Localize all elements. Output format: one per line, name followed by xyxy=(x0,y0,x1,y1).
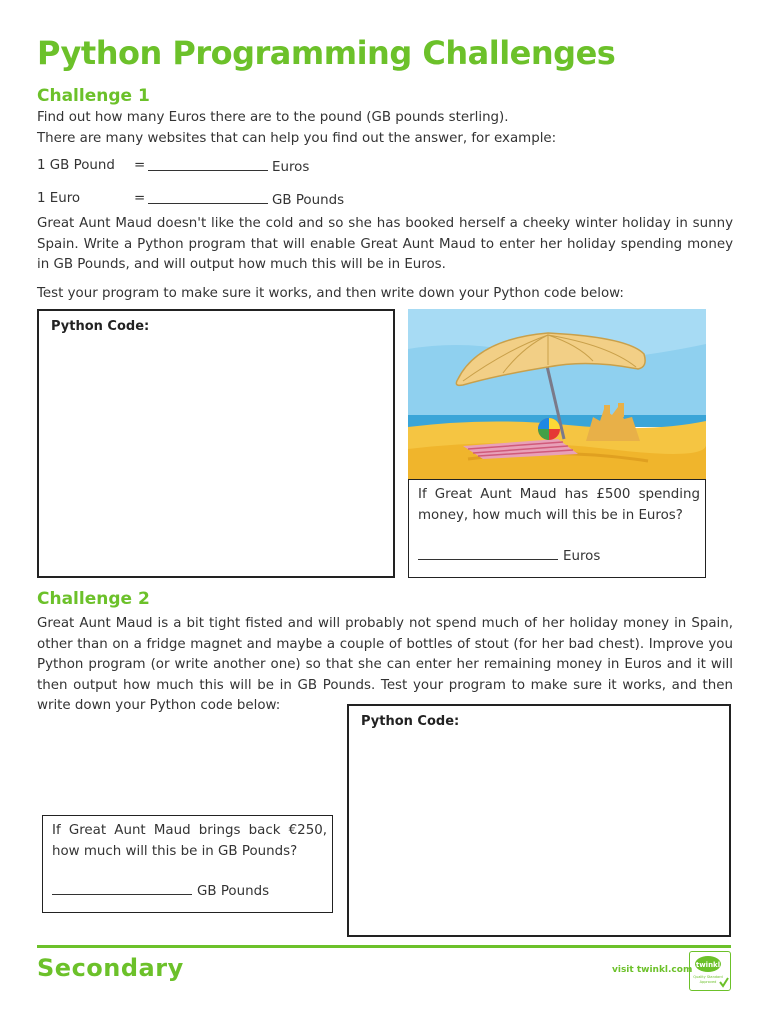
question-box-1 xyxy=(408,479,706,578)
twinkl-logo-icon xyxy=(690,952,730,990)
code-box-1[interactable] xyxy=(37,309,395,578)
svg-text:Quality Standard: Quality Standard xyxy=(693,975,723,979)
footer-divider xyxy=(37,945,731,948)
code-label: Python Code: xyxy=(361,714,460,729)
beach-illustration xyxy=(408,309,706,479)
answer-blank[interactable] xyxy=(52,882,192,895)
question-2-answer xyxy=(52,882,269,899)
question-2-text: If Great Aunt Maud brings back €250, how much will this be in GB Pounds? xyxy=(52,823,327,859)
challenge-1-intro-line2: There are many websites that can help you find out the answer, for example: xyxy=(37,131,557,146)
footer-brand: Secondary xyxy=(37,954,184,982)
answer-blank[interactable] xyxy=(148,158,268,171)
row-euro-equals: = xyxy=(134,191,146,206)
page-title: Python Programming Challenges xyxy=(37,34,616,72)
challenge-1-intro-line1: Find out how many Euros there are to the pound (GB pounds sterling). xyxy=(37,110,509,125)
challenge-1-test-line: Test your program to make sure it works, and then write down your Python code below: xyxy=(37,286,624,301)
quality-badge-icon xyxy=(689,951,731,991)
question-1-text: If Great Aunt Maud has £500 spending money, how much will this be in Euros? xyxy=(418,487,700,523)
row-pound-label: 1 GB Pound xyxy=(37,158,115,173)
challenge-2-heading: Challenge 2 xyxy=(37,589,150,609)
challenge-1-paragraph: Great Aunt Maud doesn't like the cold and so she has booked herself a cheeky winter holiday in sunny Spain. Write a Python program that will enable Great Aunt Maud to enter her holiday spending money in GB Pounds, and will output how much this will be in Euros. xyxy=(37,216,733,273)
row-euro-label: 1 Euro xyxy=(37,191,81,206)
answer-blank[interactable] xyxy=(148,191,268,204)
question-box-2 xyxy=(42,815,333,913)
answer-blank[interactable] xyxy=(418,547,558,560)
row-pound-unit: Euros xyxy=(272,160,310,175)
question-1-answer xyxy=(418,547,600,564)
beach-umbrella-image xyxy=(408,309,706,479)
question-2-unit: GB Pounds xyxy=(197,884,270,899)
challenge-1-heading: Challenge 1 xyxy=(37,86,150,106)
svg-text:twinkl: twinkl xyxy=(695,961,721,969)
code-box-2[interactable] xyxy=(347,704,731,937)
challenge-2-paragraph: Great Aunt Maud is a bit tight fisted and will probably not spend much of her holiday money in Spain, other than on a fridge magnet and maybe a couple of bottles of stout (for her bad chest). Improve you Python program (or write another one) so that she can enter her remaining money in Euros and it will then output how much this will be in GB Pounds. Test your program to make sure it works, and then write down your Python code below: xyxy=(37,616,733,714)
row-pound-equals: = xyxy=(134,158,146,173)
row-euro-answer xyxy=(148,191,344,208)
row-pound-answer xyxy=(148,158,309,175)
question-1-unit: Euros xyxy=(563,549,601,564)
svg-text:Approved: Approved xyxy=(699,980,717,984)
row-euro-unit: GB Pounds xyxy=(272,193,345,208)
conversion-row-pound xyxy=(37,158,115,173)
code-label: Python Code: xyxy=(51,319,150,334)
footer-visit-link[interactable]: visit twinkl.com xyxy=(612,965,693,975)
